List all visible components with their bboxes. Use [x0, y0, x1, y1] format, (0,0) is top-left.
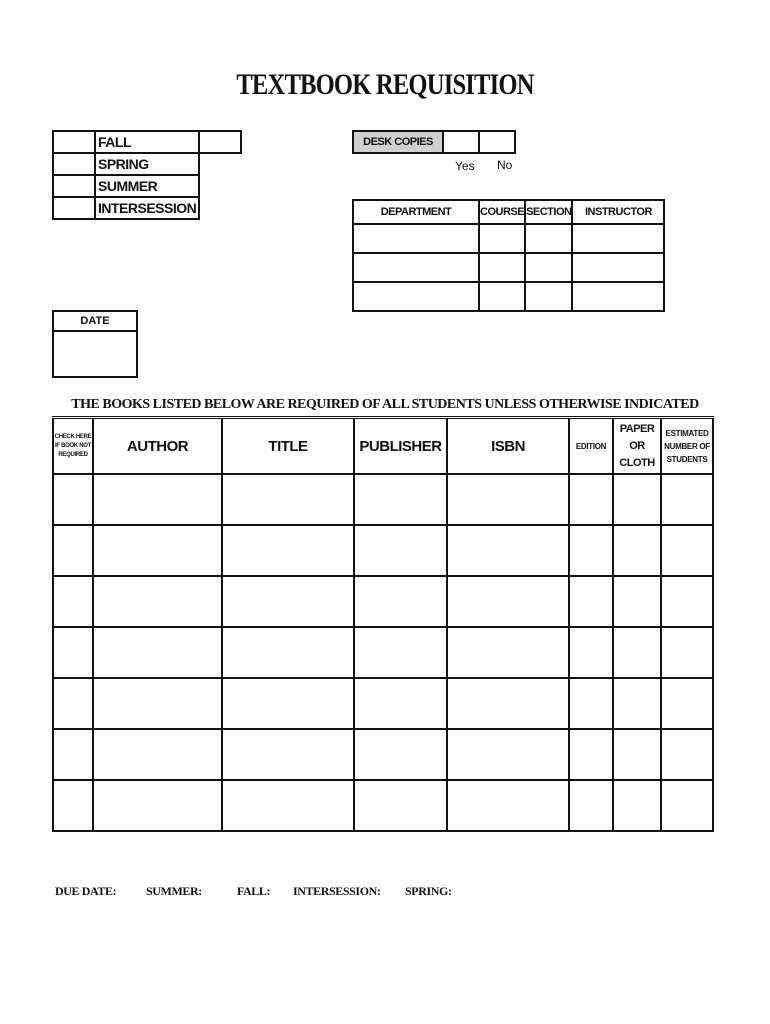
- estimated-header-line: NUMBER OF: [664, 441, 710, 451]
- term-checkbox-intersession[interactable]: [53, 197, 95, 219]
- course-info-row: [353, 224, 664, 253]
- paper-or-cloth-cell[interactable]: [613, 780, 661, 831]
- check-header-line: REQUIRED: [58, 451, 88, 458]
- edition-cell[interactable]: [569, 678, 613, 729]
- desk-copies-no-checkbox[interactable]: [479, 131, 515, 153]
- estimated-students-cell[interactable]: [661, 780, 713, 831]
- books-header-row: [53, 418, 713, 475]
- estimated-students-cell[interactable]: [661, 627, 713, 678]
- section-field[interactable]: [525, 253, 572, 282]
- term-row-intersession: [53, 197, 241, 219]
- author-header: AUTHOR: [93, 418, 222, 475]
- term-extra-box[interactable]: [199, 131, 241, 153]
- title-cell[interactable]: [222, 729, 354, 780]
- book-row: [53, 576, 713, 627]
- title-cell[interactable]: [222, 678, 354, 729]
- course-info-row: [353, 282, 664, 311]
- due-fall-label: FALL:: [237, 884, 271, 898]
- author-cell[interactable]: [93, 576, 222, 627]
- form-title: TEXTBOOK REQUISITION: [236, 68, 534, 101]
- term-checkbox-summer[interactable]: [53, 175, 95, 197]
- isbn-cell[interactable]: [447, 627, 569, 678]
- check-not-required-cell[interactable]: [53, 525, 93, 576]
- isbn-header: ISBN: [447, 418, 569, 475]
- term-label-fall: FALL: [95, 131, 199, 153]
- author-cell[interactable]: [93, 525, 222, 576]
- estimated-students-cell[interactable]: [661, 576, 713, 627]
- term-row-summer: [53, 175, 241, 197]
- required-books-note: THE BOOKS LISTED BELOW ARE REQUIRED OF ALL STUDENTS UNLESS OTHERWISE INDICATED: [71, 397, 699, 412]
- check-not-required-cell[interactable]: [53, 729, 93, 780]
- course-info-table: [352, 199, 665, 312]
- estimated-students-cell[interactable]: [661, 474, 713, 525]
- isbn-cell[interactable]: [447, 474, 569, 525]
- publisher-cell[interactable]: [354, 780, 447, 831]
- desk-copies-yes-label: Yes: [455, 159, 475, 173]
- date-label: DATE: [53, 311, 137, 331]
- department-field[interactable]: [353, 253, 479, 282]
- term-checkbox-fall[interactable]: [53, 131, 95, 153]
- term-label-summer: SUMMER: [95, 175, 199, 197]
- edition-cell[interactable]: [569, 474, 613, 525]
- publisher-cell[interactable]: [354, 678, 447, 729]
- instructor-field[interactable]: [572, 282, 664, 311]
- check-not-required-cell[interactable]: [53, 780, 93, 831]
- books-table: [52, 416, 714, 832]
- instructor-header: INSTRUCTOR: [572, 200, 664, 224]
- book-row: [53, 474, 713, 525]
- author-cell[interactable]: [93, 729, 222, 780]
- paper-or-cloth-cell[interactable]: [613, 525, 661, 576]
- instructor-field[interactable]: [572, 224, 664, 253]
- due-spring-label: SPRING:: [405, 884, 452, 898]
- publisher-header: PUBLISHER: [354, 418, 447, 475]
- isbn-cell[interactable]: [447, 729, 569, 780]
- title-header: TITLE: [222, 418, 354, 475]
- books-body: [53, 474, 713, 831]
- section-field[interactable]: [525, 224, 572, 253]
- estimated-header-line: ESTIMATED: [665, 428, 709, 438]
- estimated-header-line: STUDENTS: [666, 454, 708, 464]
- estimated-students-cell[interactable]: [661, 729, 713, 780]
- instructor-field[interactable]: [572, 253, 664, 282]
- edition-cell[interactable]: [569, 780, 613, 831]
- check-header-line: IF BOOK NOT: [54, 442, 92, 449]
- desk-copies-yes-checkbox[interactable]: [443, 131, 479, 153]
- title-cell[interactable]: [222, 780, 354, 831]
- date-field[interactable]: [53, 331, 137, 377]
- course-info-header: [353, 200, 664, 224]
- book-row: [53, 525, 713, 576]
- edition-cell[interactable]: [569, 729, 613, 780]
- title-cell[interactable]: [222, 576, 354, 627]
- course-info-row: [353, 253, 664, 282]
- author-cell[interactable]: [93, 627, 222, 678]
- course-field[interactable]: [479, 282, 525, 311]
- estimated-students-cell[interactable]: [661, 525, 713, 576]
- publisher-cell[interactable]: [354, 576, 447, 627]
- book-row: [53, 627, 713, 678]
- publisher-cell[interactable]: [354, 729, 447, 780]
- due-intersession-label: INTERSESSION:: [293, 884, 381, 898]
- paper-or-cloth-cell[interactable]: [613, 627, 661, 678]
- isbn-cell[interactable]: [447, 678, 569, 729]
- publisher-cell[interactable]: [354, 474, 447, 525]
- publisher-cell[interactable]: [354, 525, 447, 576]
- book-row: [53, 729, 713, 780]
- isbn-cell[interactable]: [447, 780, 569, 831]
- title-cell[interactable]: [222, 627, 354, 678]
- paper-or-cloth-cell[interactable]: [613, 729, 661, 780]
- author-cell[interactable]: [93, 474, 222, 525]
- estimated-students-header: [661, 418, 713, 475]
- check-not-required-cell[interactable]: [53, 678, 93, 729]
- title-cell[interactable]: [222, 525, 354, 576]
- section-header: SECTION: [525, 200, 572, 224]
- publisher-cell[interactable]: [354, 627, 447, 678]
- book-row: [53, 780, 713, 831]
- department-field[interactable]: [353, 282, 479, 311]
- desk-copies-box: [352, 130, 516, 154]
- course-field[interactable]: [479, 224, 525, 253]
- section-field[interactable]: [525, 282, 572, 311]
- department-field[interactable]: [353, 224, 479, 253]
- edition-cell[interactable]: [569, 576, 613, 627]
- date-box: [52, 310, 138, 378]
- author-cell[interactable]: [93, 678, 222, 729]
- term-label-spring: SPRING: [95, 153, 199, 175]
- check-not-required-cell[interactable]: [53, 627, 93, 678]
- term-selection: [52, 130, 242, 220]
- paper-or-cloth-cell[interactable]: [613, 576, 661, 627]
- check-not-required-cell[interactable]: [53, 474, 93, 525]
- check-not-required-header: [53, 418, 93, 475]
- author-cell[interactable]: [93, 780, 222, 831]
- isbn-cell[interactable]: [447, 576, 569, 627]
- check-header-line: CHECK HERE: [54, 433, 92, 440]
- check-not-required-cell[interactable]: [53, 576, 93, 627]
- course-header: COURSE: [479, 200, 525, 224]
- edition-cell[interactable]: [569, 525, 613, 576]
- title-cell[interactable]: [222, 474, 354, 525]
- isbn-cell[interactable]: [447, 525, 569, 576]
- term-row-spring: [53, 153, 241, 175]
- course-field[interactable]: [479, 253, 525, 282]
- paper-or-cloth-header: [613, 418, 661, 475]
- desk-copies-label: DESK COPIES: [353, 131, 443, 153]
- due-summer-label: SUMMER:: [146, 884, 202, 898]
- edition-header: EDITION: [569, 418, 613, 475]
- term-checkbox-spring[interactable]: [53, 153, 95, 175]
- paper-or-cloth-cell[interactable]: [613, 678, 661, 729]
- book-row: [53, 678, 713, 729]
- estimated-students-cell[interactable]: [661, 678, 713, 729]
- term-row-fall: [53, 131, 241, 153]
- paper-or-cloth-cell[interactable]: [613, 474, 661, 525]
- paper-header-line: PAPER OR: [619, 422, 655, 452]
- edition-cell[interactable]: [569, 627, 613, 678]
- department-header: DEPARTMENT: [353, 200, 479, 224]
- due-date-label: DUE DATE:: [55, 884, 117, 898]
- term-label-intersession: INTERSESSION: [95, 197, 199, 219]
- desk-copies-no-label: No: [497, 158, 513, 172]
- paper-header-line: CLOTH: [619, 456, 655, 469]
